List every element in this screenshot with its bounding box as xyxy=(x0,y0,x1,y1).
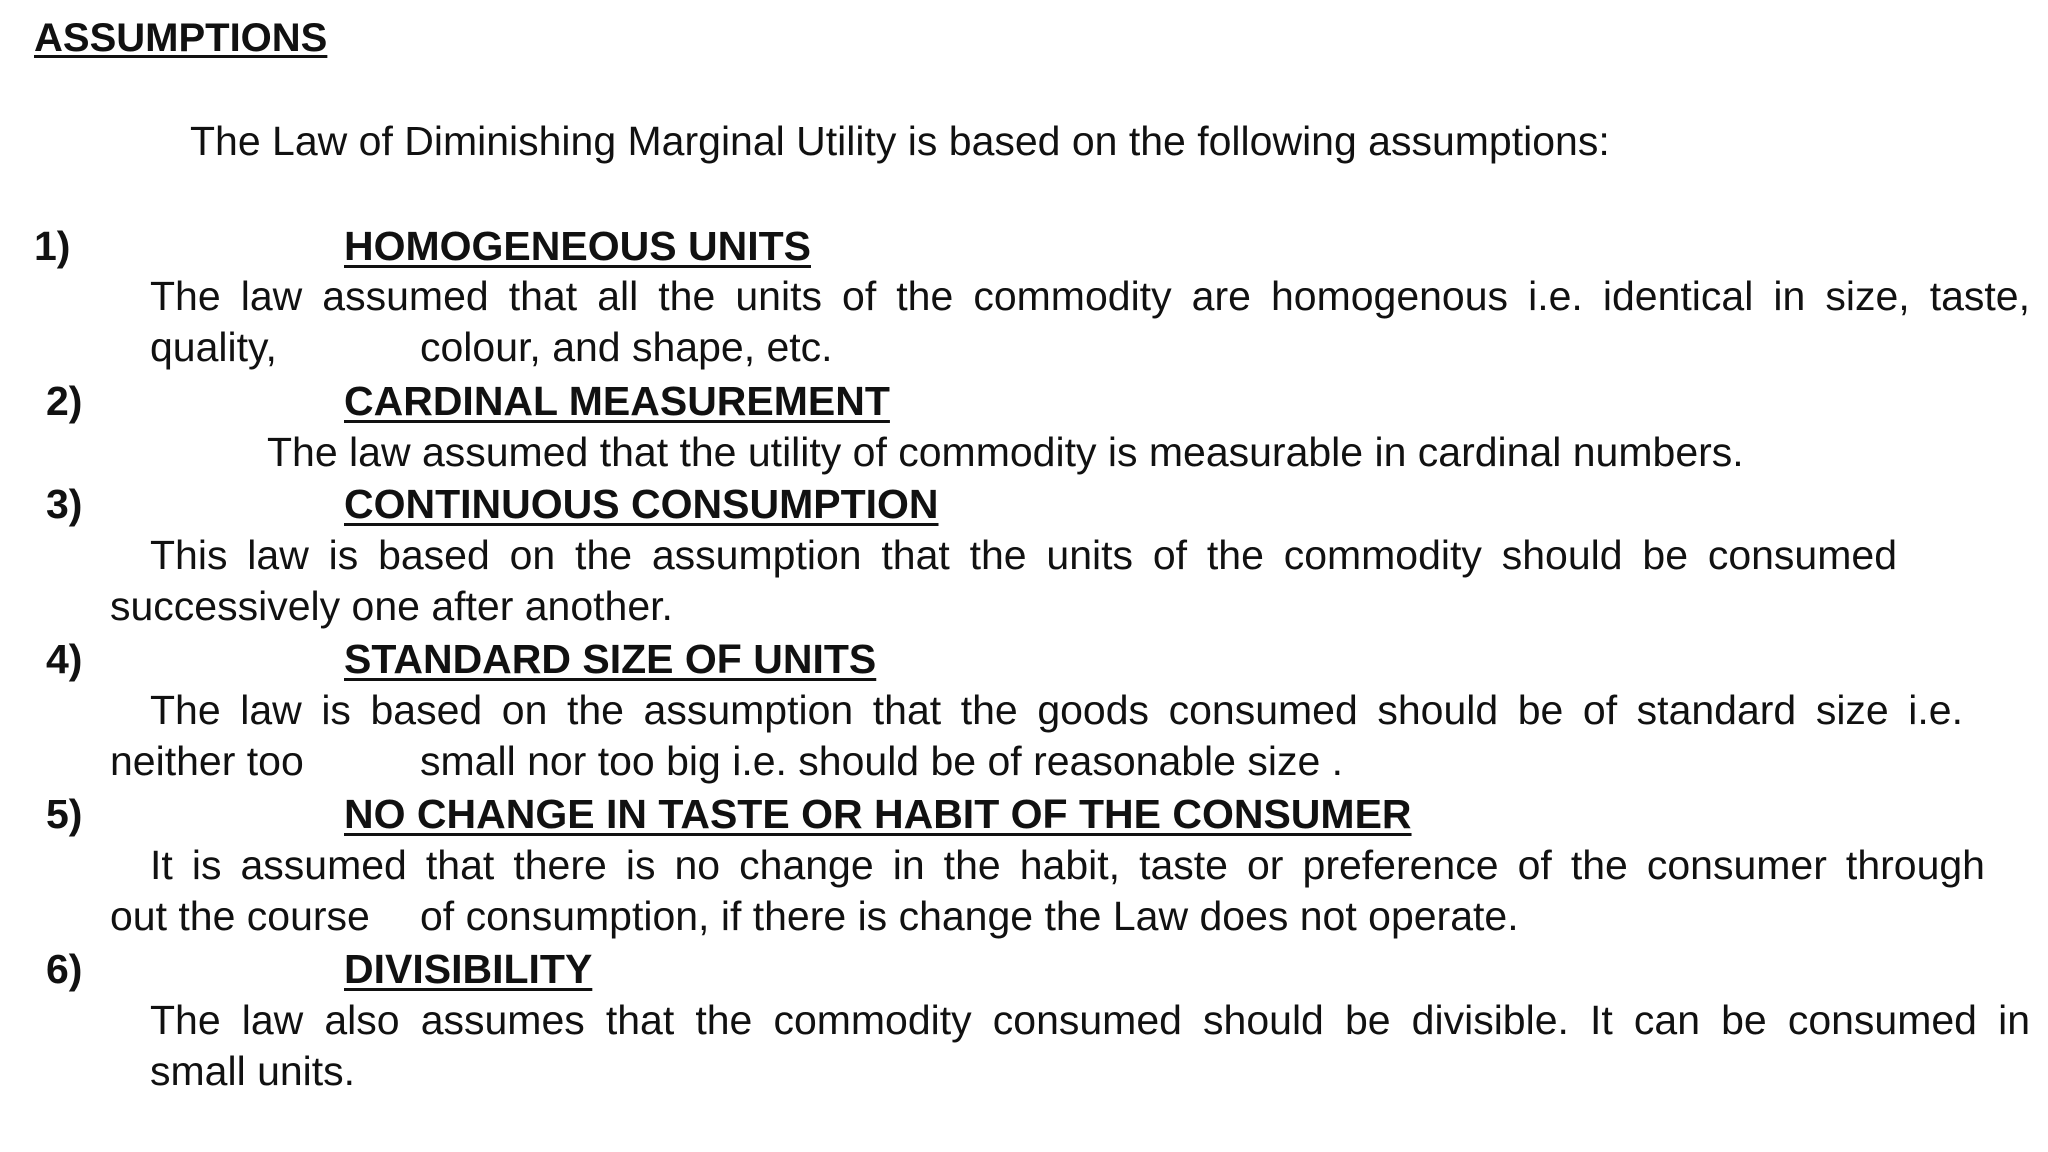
item-number-2: 2) xyxy=(46,378,83,424)
item-number-1: 1) xyxy=(34,223,71,269)
item-1-line-2-left: quality, xyxy=(150,324,277,370)
item-6-line-2: small units. xyxy=(150,1048,356,1094)
item-4-line-2-right: small nor too big i.e. should be of reasonable size . xyxy=(420,738,1344,784)
item-heading-3: CONTINUOUS CONSUMPTION xyxy=(344,481,939,527)
item-5-line-2-right: of consumption, if there is change the Law does not operate. xyxy=(420,893,1519,939)
item-1-line-1: The law assumed that all the units of the commodity are homogenous i.e. identical in size, taste, xyxy=(150,273,2030,319)
item-heading-6: DIVISIBILITY xyxy=(344,946,593,992)
document-title: ASSUMPTIONS xyxy=(34,16,328,60)
item-number-3: 3) xyxy=(46,481,83,527)
item-4-line-2-left: neither too xyxy=(110,738,304,784)
item-heading-5: NO CHANGE IN TASTE OR HABIT OF THE CONSUMER xyxy=(344,791,1412,837)
item-5-line-2-left: out the course xyxy=(110,893,370,939)
item-number-6: 6) xyxy=(46,946,83,992)
item-number-4: 4) xyxy=(46,636,83,682)
item-4-line-1: The law is based on the assumption that the goods consumed should be of standard size i.e. xyxy=(150,687,1963,733)
item-1-line-2-right: colour, and shape, etc. xyxy=(420,324,833,370)
item-heading-1: HOMOGENEOUS UNITS xyxy=(344,223,811,269)
item-6-line-1: The law also assumes that the commodity consumed should be divisible. It can be consumed in xyxy=(150,997,2030,1043)
item-heading-2: CARDINAL MEASUREMENT xyxy=(344,378,890,424)
item-5-line-1: It is assumed that there is no change in the habit, taste or preference of the consumer through xyxy=(150,842,1985,888)
item-3-line-1: This law is based on the assumption that the units of the commodity should be consumed xyxy=(150,532,1897,578)
item-heading-4: STANDARD SIZE OF UNITS xyxy=(344,636,877,682)
intro-text: The Law of Diminishing Marginal Utility is based on the following assumptions: xyxy=(190,118,1610,164)
item-number-5: 5) xyxy=(46,791,83,837)
item-2-line-1: The law assumed that the utility of commodity is measurable in cardinal numbers. xyxy=(267,429,1744,475)
item-3-line-2: successively one after another. xyxy=(110,583,673,629)
